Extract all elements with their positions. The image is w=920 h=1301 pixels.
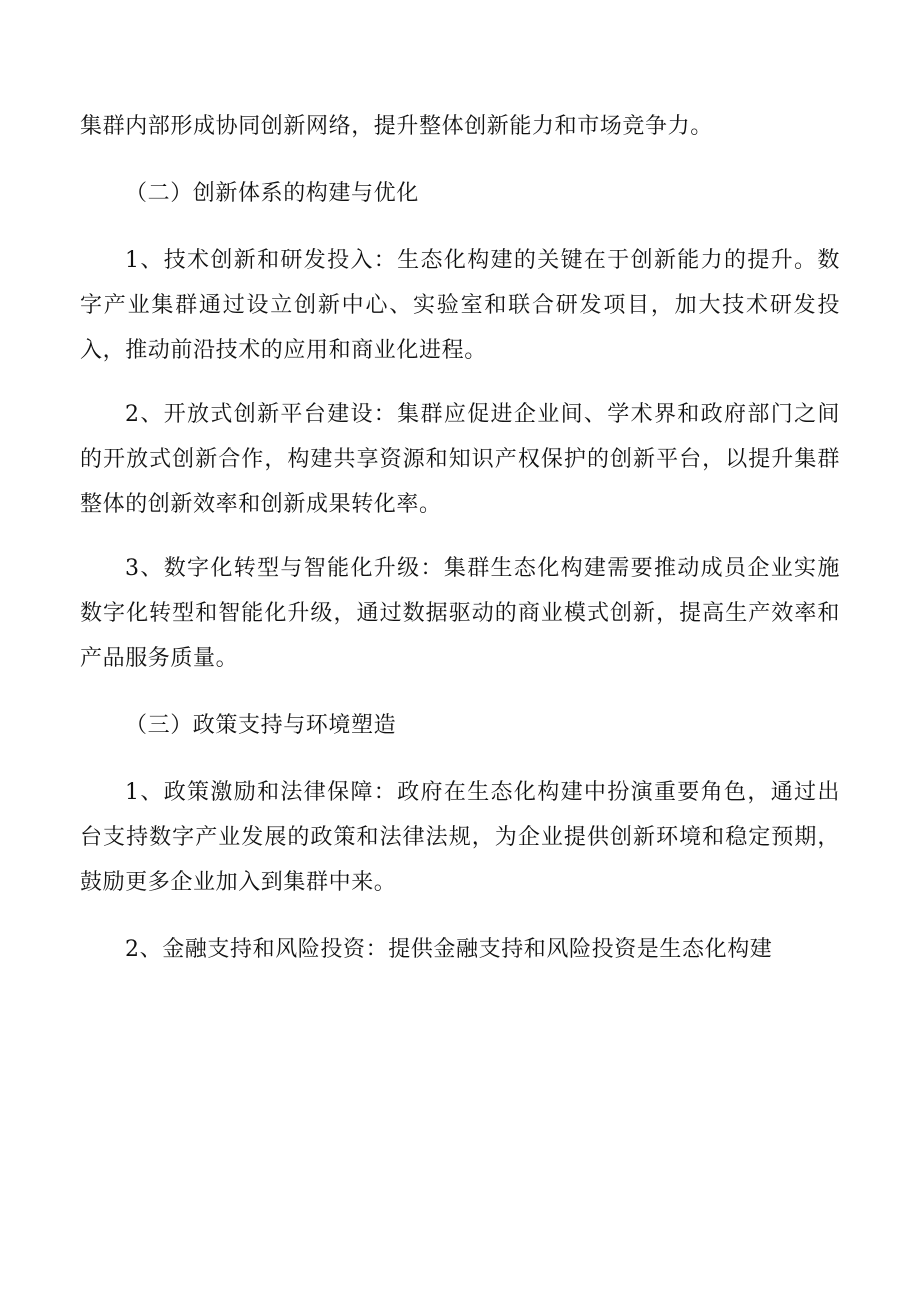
document-body [80, 104, 840, 972]
paragraph-continuation: 集群内部形成协同创新网络，提升整体创新能力和市场竞争力。 [80, 114, 713, 139]
paragraph-tech-innovation: 1、技术创新和研发投入：生态化构建的关键在于创新能力的提升。数字产业集群通过设立创新中心、实验室和联合研发项目，加大技术研发投入，推动前沿技术的应用和商业化进程。 [80, 248, 840, 363]
paragraph-policy-incentive: 1、政策激励和法律保障：政府在生态化构建中扮演重要角色，通过出台支持数字产业发展的政策和法律法规，为企业提供创新环境和稳定预期，鼓励更多企业加入到集群中来。 [80, 780, 840, 895]
section-heading-2: （二）创新体系的构建与优化 [125, 181, 419, 206]
paragraph-open-platform: 2、开放式创新平台建设：集群应促进企业间、学术界和政府部门之间的开放式创新合作，构建共享资源和知识产权保护的创新平台，以提升集群整体的创新效率和创新成果转化率。 [80, 402, 840, 517]
paragraph-financial-support: 2、金融支持和风险投资：提供金融支持和风险投资是生态化构建 [125, 937, 773, 962]
section-heading-3: （三）政策支持与环境塑造 [125, 713, 397, 738]
paragraph-digital-transformation: 3、数字化转型与智能化升级：集群生态化构建需要推动成员企业实施数字化转型和智能化升级，通过数据驱动的商业模式创新，提高生产效率和产品服务质量。 [80, 556, 840, 671]
